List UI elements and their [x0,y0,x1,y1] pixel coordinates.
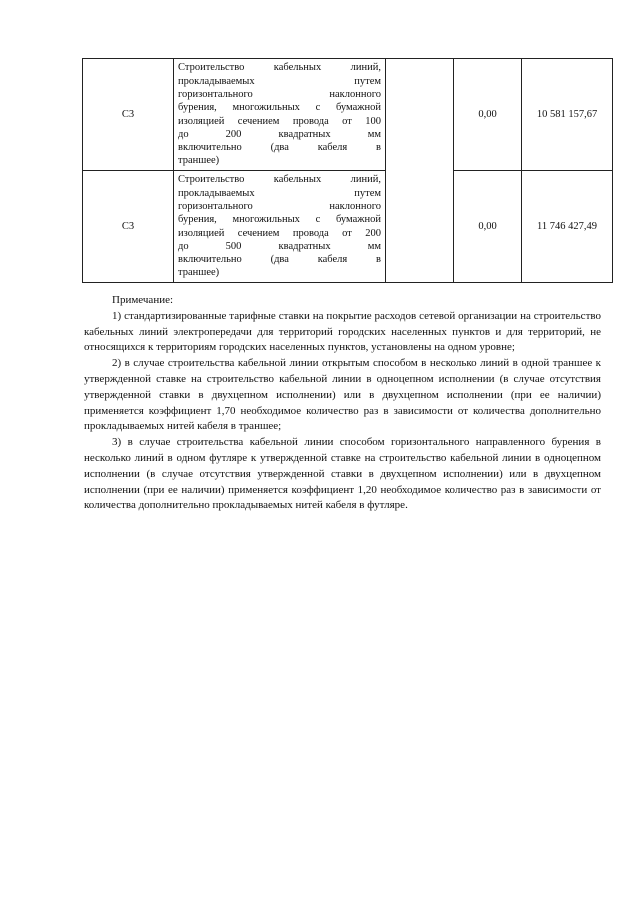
description-line: изоляцией сечением провода от 100 [178,115,381,127]
row-value: 10 581 157,67 [522,59,613,171]
description-line: прокладываемых путем [178,187,381,199]
notes-title: Примечание: [112,294,174,306]
description-line: Строительство кабельных линий, [178,62,381,74]
description-line: траншее) [178,267,220,279]
description-line: бурения, многожильных с бумажной [178,102,381,114]
row-code: С3 [83,59,174,171]
note-item: 2) в случае строительства кабельной линии открытым способом в несколько линий в одной траншее к утвержденной ставке на строительство кабельной линии в одноцепном исполнении (в случае отсутствия утвержденной ставки в двухцепном исполнении) или в двухцепном исполнении (при ее наличии) применяется коэффициент 1,70 необходимое количество раз в зависимости от количества дополнительно прокладываемых нитей кабеля в траншее; [84,357,601,433]
row-description [174,171,386,283]
description-line: горизонтального наклонного [178,88,381,100]
row-description [174,59,386,171]
row-code: С3 [83,171,174,283]
note-item: 1) стандартизированные тарифные ставки на покрытие расходов сетевой организации на строительство кабельных линий электропередачи для территорий городских населенных пунктов и для территорий, не относящихся к территориям городских населенных пунктов, установлены на одном уровне; [84,309,601,354]
description-line: траншее) [178,155,220,167]
rates-table [82,58,613,283]
description-line: до 500 квадратных мм [178,240,381,252]
row-value: 11 746 427,49 [522,171,613,283]
table-row [83,171,613,283]
notes-section [84,293,601,514]
description-line: прокладываемых путем [178,75,381,87]
table-row [83,59,613,171]
description-line: до 200 квадратных мм [178,128,381,140]
note-item: 3) в случае строительства кабельной линии способом горизонтального направленного бурения в несколько линий в одном футляре к утвержденной ставке на строительство кабельной линии в одноцепном исполнении (в случае отсутствия утвержденной ставки в двухцепном исполнении) или в двухцепном исполнении (при ее наличии) применяется коэффициент 1,20 необходимое количество раз в зависимости от количества дополнительно прокладываемых нитей кабеля в футляре. [84,436,601,512]
empty-cell [386,59,454,283]
description-line: изоляцией сечением провода от 200 [178,227,381,239]
description-line: Строительство кабельных линий, [178,174,381,186]
description-line: горизонтального наклонного [178,200,381,212]
row-rate: 0,00 [454,59,522,171]
description-line: включительно (два кабеля в [178,254,381,266]
description-line: бурения, многожильных с бумажной [178,214,381,226]
row-rate: 0,00 [454,171,522,283]
description-line: включительно (два кабеля в [178,142,381,154]
